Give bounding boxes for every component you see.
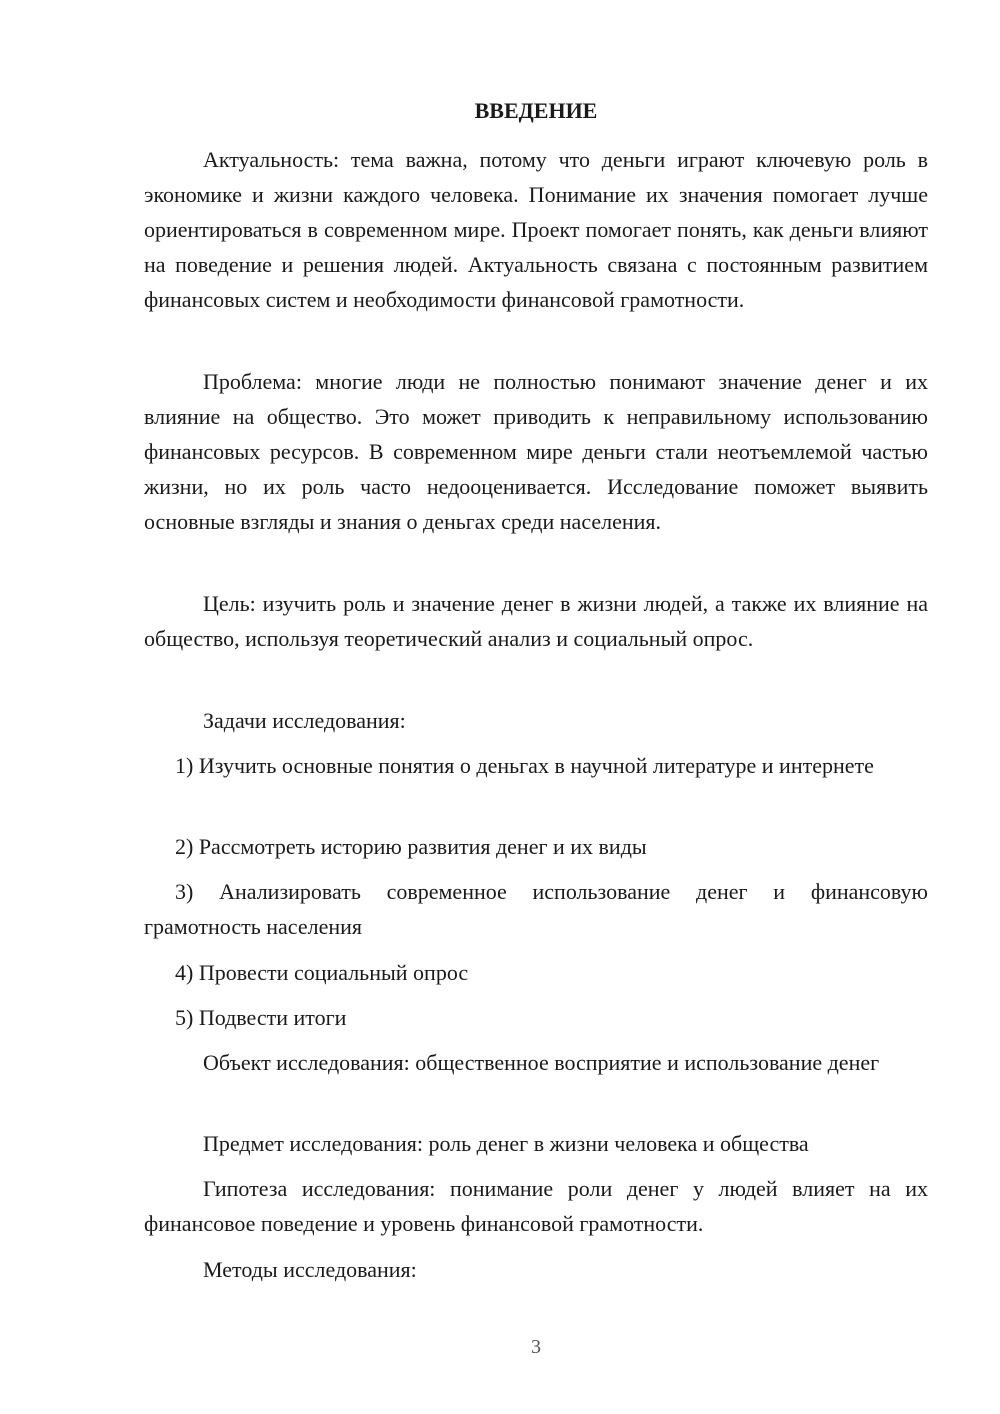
methods-title: Методы исследования: — [203, 1257, 417, 1282]
task-item-5: 5) Подвести итоги — [175, 1005, 347, 1030]
tasks-title: Задачи исследования: — [203, 708, 406, 733]
task-item-2: 2) Рассмотреть историю развития денег и их виды — [175, 834, 647, 859]
goal-paragraph: Цель: изучить роль и значение денег в жизни людей, а также их влияние на общество, используя теоретический анализ и социальный опрос. — [144, 591, 928, 651]
subject-paragraph: Предмет исследования: роль денег в жизни человека и общества — [203, 1131, 809, 1156]
problem-paragraph: Проблема: многие люди не полностью понимают значение денег и их влияние на общество. Это может приводить к неправильному использованию финансовых ресурсов. В современном мире деньги стали неотъемлемой частью жизни, но их роль часто недооценивается. Исследование поможет выявить основные взгляды и знания о деньгах среди населения. — [144, 369, 928, 534]
relevance-paragraph: Актуальность: тема важна, потому что деньги играют ключевую роль в экономике и жизни каждого человека. Понимание их значения помогает лучше ориентироваться в современном мире. Проект помогает понять, как деньги влияют на поведение и решения людей. Актуальность связана с постоянным развитием финансовых систем и необходимости финансовой грамотности. — [144, 147, 928, 312]
hypothesis-paragraph: Гипотеза исследования: понимание роли денег у людей влияет на их финансовое поведение и уровень финансовой грамотности. — [144, 1176, 928, 1236]
page-title: ВВЕДЕНИЕ — [474, 98, 598, 123]
object-paragraph: Объект исследования: общественное восприятие и использование денег — [203, 1050, 880, 1075]
task-item-4: 4) Провести социальный опрос — [175, 960, 469, 985]
document-page — [144, 0, 928, 1414]
task-item-1: 1) Изучить основные понятия о деньгах в научной литературе и интернете — [175, 753, 874, 778]
task-item-3: 3) Анализировать современное использование денег и финансовую грамотность населения — [144, 879, 928, 939]
page-number: 3 — [531, 1336, 541, 1358]
